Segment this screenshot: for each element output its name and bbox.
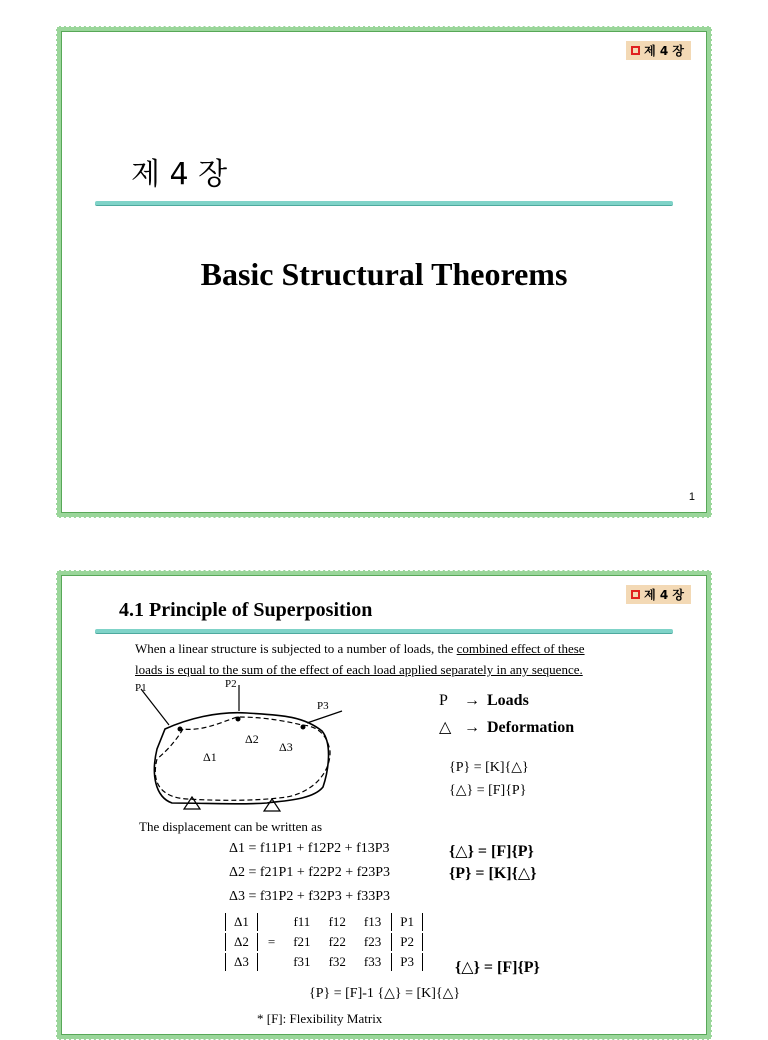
equation-2: Δ2 = f21P1 + f22P2 + f23P3 — [229, 865, 391, 880]
chapter-tag: 제 4 장 — [626, 585, 691, 604]
structure-diagram — [127, 679, 357, 829]
legend — [439, 687, 574, 741]
page-number: 1 — [688, 491, 695, 503]
label-p1: P1 — [135, 682, 147, 694]
pin-support-right — [264, 799, 280, 811]
chapter-heading: 제 4 장 — [131, 157, 228, 192]
bold-relation-1: {△} = [F]{P} — [449, 843, 534, 860]
relation-p-k: {P} = [K]{△} — [449, 760, 529, 775]
equation-1: Δ1 = f11P1 + f12P2 + f13P3 — [229, 841, 390, 856]
load-point-3 — [301, 725, 306, 730]
bold-relation-2: {P} = [K]{△} — [449, 865, 537, 882]
inverse-relation: {P} = [F]-1 {△} = [K]{△} — [309, 986, 461, 1001]
footnote: * [F]: Flexibility Matrix — [257, 1011, 383, 1026]
legend-loads: P → Loads — [439, 692, 529, 709]
section-heading: 4.1 Principle of Superposition — [119, 599, 373, 621]
load-arrow-p3 — [307, 711, 342, 723]
label-d1: Δ1 — [203, 750, 217, 764]
equation-3: Δ3 = f31P2 + f32P3 + f33P3 — [229, 889, 391, 904]
slide-title: Basic Structural Theorems — [200, 256, 568, 292]
label-d2: Δ2 — [245, 732, 259, 746]
slide-2 — [56, 570, 712, 1040]
square-bullet-icon — [631, 590, 640, 599]
load-point-2 — [236, 717, 241, 722]
label-p2: P2 — [225, 679, 237, 690]
load-point-1 — [178, 727, 183, 732]
displacement-intro: The displacement can be written as — [139, 819, 323, 834]
relation-d-f: {△} = [F]{P} — [449, 783, 527, 798]
flexibility-matrix-equation: Δ1 = f11 f12 f13 P1 Δ2 f21 f22 f23 P2 Δ3 f31 f32 f33 P3 — [223, 911, 425, 973]
chapter-tag: 제 4 장 — [626, 41, 691, 60]
divider-rule — [95, 629, 673, 634]
load-arrow-p1 — [141, 689, 169, 725]
slide-1 — [56, 26, 712, 518]
label-d3: Δ3 — [279, 740, 293, 754]
matrix-relation: {△} = [F]{P} — [455, 959, 540, 976]
label-p3: P3 — [317, 700, 329, 712]
intro-paragraph: When a linear structure is subjected to a number of loads, the combined effect of these loads is equal to the sum of the effect of each load applied separately in any sequence. — [135, 641, 585, 677]
square-bullet-icon — [631, 46, 640, 55]
legend-deformation: △ → Deformation — [439, 719, 575, 736]
divider-rule — [95, 201, 673, 206]
